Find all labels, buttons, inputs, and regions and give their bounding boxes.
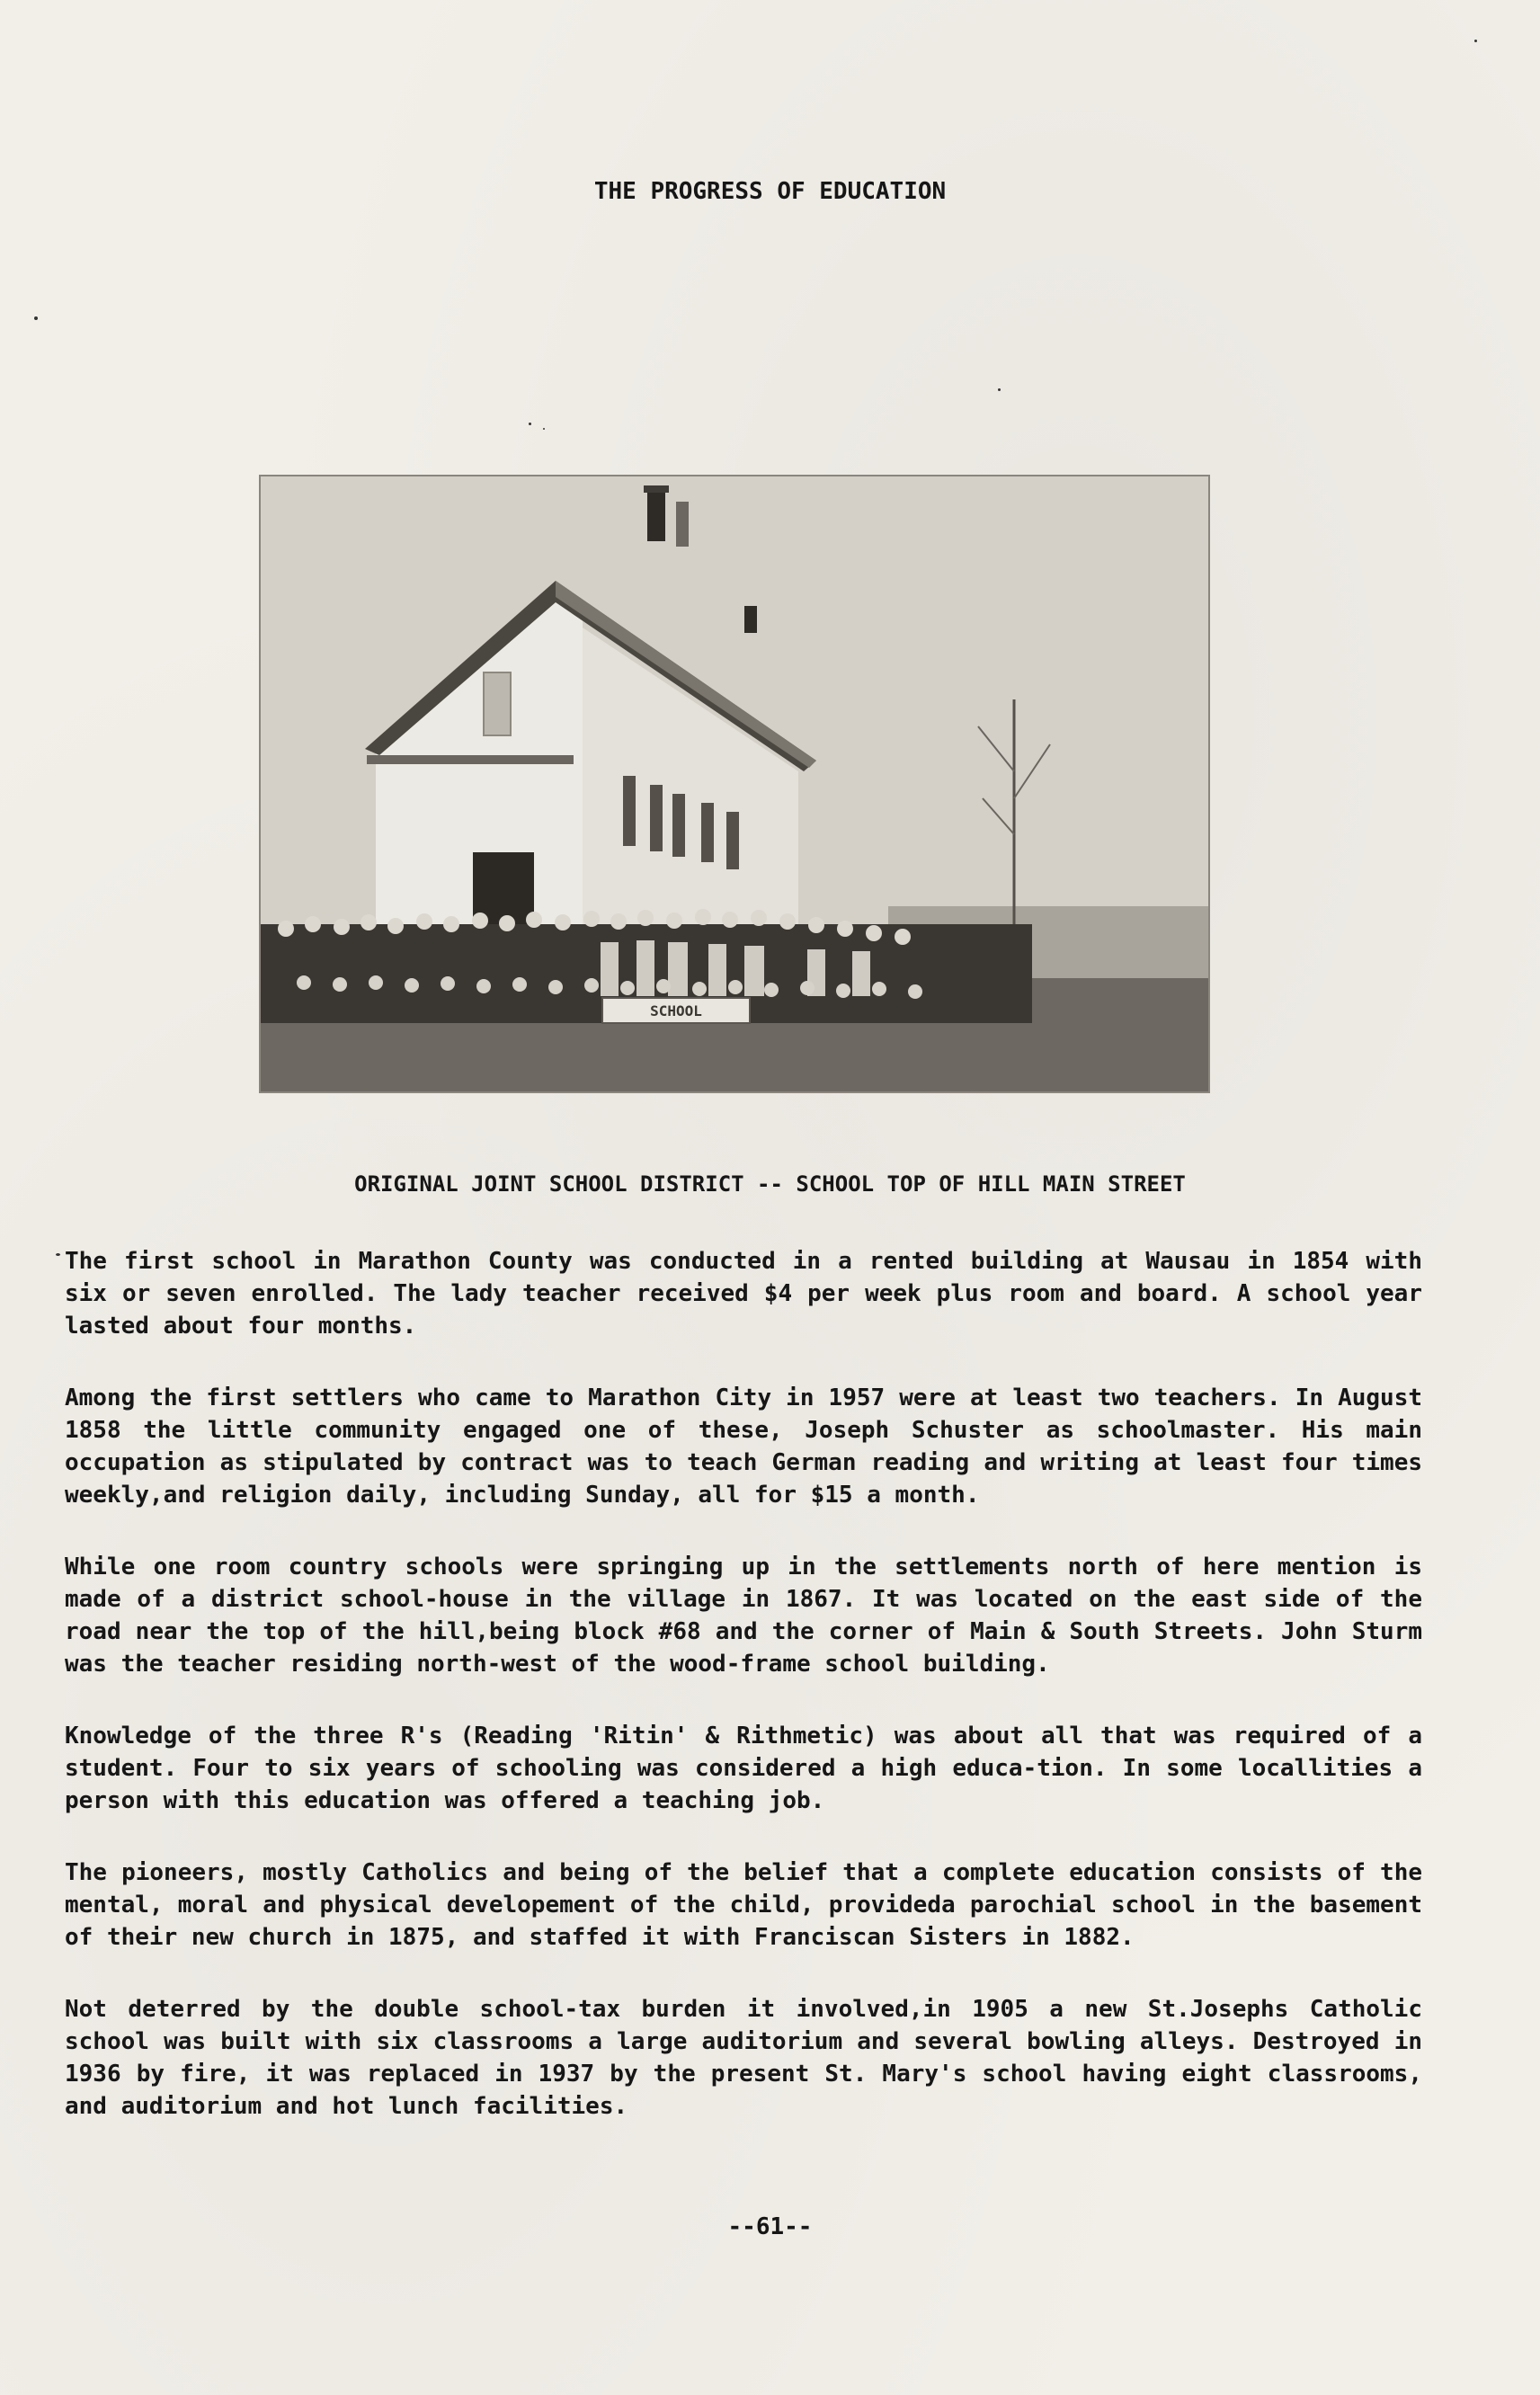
school-sign-text: SCHOOL xyxy=(650,1002,702,1019)
paragraph-6: Not deterred by the double school-tax burden it involved,in 1905 a new St.Josephs Catholic school was built with six classrooms a large auditorium and several bowling alleys. Destroyed in 1936 by fire, it was replaced in 1937 by the present St. Mary's school having eight classrooms, and auditorium and hot lunch facilities. xyxy=(65,1996,1422,2120)
scan-speck xyxy=(1474,40,1477,42)
paragraph-2: Among the first settlers who came to Marathon City in 1957 were at least two teachers. In August 1858 the little community engaged one of these, Joseph Schuster as schoolmaster. His main occupation as stipulated by contract was to teach German reading and writing at least four times weekly,and religion daily, including Sunday, all for $15 a month. xyxy=(65,1384,1422,1509)
paragraph-4: Knowledge of the three R's (Reading 'Ritin' & Rithmetic) was about all that was required of a student. Four to six years of schooling was considered a high educa-tion. In some locallities a person with this education was offered a teaching job. xyxy=(65,1723,1422,1814)
paragraph-1: The first school in Marathon County was conducted in a rented building at Wausau in 1854 with six or seven enrolled. The lady teacher received $4 per week plus room and board. A school year lasted about four months. xyxy=(65,1248,1422,1340)
photo-caption: ORIGINAL JOINT SCHOOL DISTRICT -- SCHOOL TOP OF HILL MAIN STREET xyxy=(354,1171,1186,1197)
scan-speck xyxy=(34,316,38,320)
page-title: THE PROGRESS OF EDUCATION xyxy=(593,178,947,205)
article-body xyxy=(65,1245,1422,2162)
school-photograph-drawing xyxy=(259,475,1210,1093)
school-photograph xyxy=(259,475,1210,1093)
scan-speck xyxy=(543,428,545,430)
scan-speck xyxy=(998,388,1001,391)
paragraph-5: The pioneers, mostly Catholics and being of the belief that a complete education consists of the mental, moral and physical developement of the child, provideda parochial school in the basement of their new church in 1875, and staffed it with Franciscan Sisters in 1882. xyxy=(65,1859,1422,1951)
scan-speck xyxy=(56,1253,60,1256)
page-number: --61-- xyxy=(727,2213,813,2240)
scan-speck xyxy=(529,423,531,425)
paragraph-3: While one room country schools were springing up in the settlements north of here mention is made of a district school-house in the village in 1867. It was located on the east side of the road near the top of the hill,being block #68 and the corner of Main & South Streets. John Sturm was the teacher residing north-west of the wood-frame school building. xyxy=(65,1554,1422,1678)
